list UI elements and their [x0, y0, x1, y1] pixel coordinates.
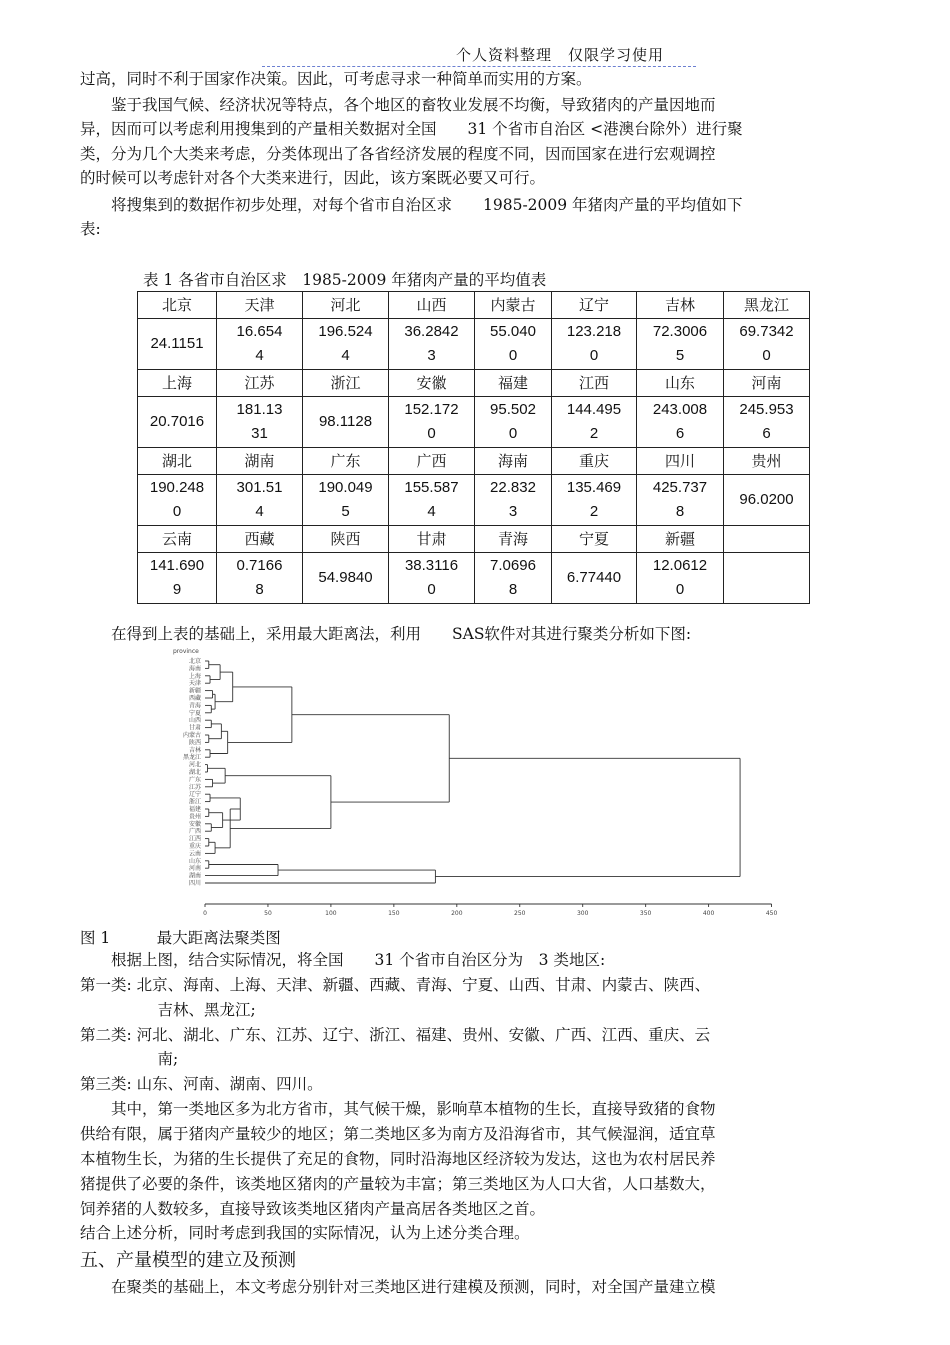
value-cell [475, 397, 552, 448]
paragraph-line: 鉴于我国气候、经济状况等特点，各个地区的畜牧业发展不均衡，导致猪肉的产量因地而 [80, 96, 716, 114]
section-title: 五、产量模型的建立及预测 [80, 1250, 296, 1271]
value-part: 54.9840 [318, 569, 373, 586]
value-part: 16.654 [236, 323, 283, 340]
value-part: 5 [675, 347, 685, 364]
value-part: 123.218 [566, 323, 622, 340]
value-cell [724, 319, 810, 370]
x-tick-label: 0 [203, 910, 207, 917]
value-cell [724, 553, 810, 604]
x-tick-label: 300 [576, 910, 589, 917]
paragraph-line: 将搜集到的数据作初步处理，对每个省市自治区求 1985-2009 年猪肉产量的平均值如下 [80, 196, 743, 214]
value-part: 31 [251, 425, 268, 442]
value-part: 96.0200 [739, 491, 794, 508]
value-part: 0 [762, 347, 771, 364]
paragraph-line: 第三类: 山东、河南、湖南、四川。 [80, 1075, 323, 1093]
province-name-cell: 陕西 [303, 526, 389, 553]
value-part: 141.690 [149, 557, 205, 574]
value-part: 144.495 [566, 401, 622, 418]
value-cell [724, 397, 810, 448]
province-name-cell: 山东 [637, 370, 724, 397]
leaf-label: 青海 [188, 702, 201, 710]
paragraph-line: 过高，同时不利于国家作决策。因此，可考虑寻求一种简单而实用的方案。 [80, 70, 592, 88]
value-cell [138, 475, 217, 526]
paragraph-line: 的时候可以考虑针对各个大类来进行，因此，该方案既必要又可行。 [80, 169, 546, 187]
value-cell [389, 319, 475, 370]
paragraph-line: 本植物生长，为猪的生长提供了充足的食物，同时沿海地区经济较为发达，这也为农村居民养 [80, 1150, 716, 1168]
province-name-cell: 湖南 [217, 448, 303, 475]
paragraph-line: 根据上图，结合实际情况，将全国 31 个省市自治区分为 3 类地区: [80, 951, 606, 969]
value-part: 69.7342 [739, 323, 794, 340]
x-tick-label: 450 [765, 910, 778, 917]
leaf-label: 湖北 [188, 769, 201, 776]
value-cell [637, 475, 724, 526]
value-cell [138, 319, 217, 370]
value-part: 24.1151 [150, 335, 204, 352]
leaf-label: 甘肃 [188, 724, 201, 732]
value-part: 0 [508, 425, 518, 442]
value-part: 98.1128 [318, 413, 373, 430]
leaf-label: 河北 [188, 761, 201, 769]
value-cell [637, 397, 724, 448]
table-row [138, 292, 810, 319]
province-name-cell: 吉林 [637, 292, 724, 319]
province-name-cell: 北京 [138, 292, 217, 319]
leaf-label: 吉林 [188, 746, 201, 754]
leaf-label: 重庆 [188, 843, 201, 850]
leaf-label: 四川 [188, 880, 201, 887]
leaf-label: 内蒙古 [182, 732, 201, 739]
value-part: 20.7016 [149, 413, 205, 430]
page-header: 个人资料整理 仅限学习使用 [456, 46, 665, 64]
value-cell [552, 397, 637, 448]
paragraph-line: 饲养猪的人数较多，直接导致该类地区猪肉产量高居各类地区之首。 [80, 1200, 546, 1218]
value-cell [637, 319, 724, 370]
paragraph-line: 结合上述分析，同时考虑到我国的实际情况，认为上述分类合理。 [80, 1224, 530, 1242]
leaf-label: 新疆 [188, 687, 201, 695]
value-part: 72.3006 [652, 323, 708, 340]
province-name-cell: 宁夏 [552, 526, 637, 553]
province-name-cell: 云南 [138, 526, 217, 553]
province-name-cell: 新疆 [637, 526, 724, 553]
province-name-cell: 海南 [475, 448, 552, 475]
value-cell [552, 475, 637, 526]
value-part: 3 [427, 347, 436, 364]
cluster-dendrogram [160, 645, 780, 917]
value-part: 425.737 [652, 479, 708, 496]
value-part: 2 [589, 425, 599, 442]
leaf-label: 陕西 [188, 739, 201, 747]
value-cell [217, 475, 303, 526]
leaf-label: 福建 [188, 806, 201, 813]
x-tick-label: 100 [325, 910, 337, 917]
province-name-cell: 四川 [637, 448, 724, 475]
paragraph-line: 类，分为几个大类来考虑，分类体现出了各省经济发展的程度不同，因而国家在进行宏观调控 [80, 145, 716, 163]
value-part: 12.0612 [652, 557, 708, 574]
leaf-label: 安徽 [188, 820, 201, 828]
value-part: 4 [255, 347, 264, 364]
value-part: 36.2842 [404, 323, 459, 340]
value-part: 6 [762, 425, 771, 442]
province-name-cell: 内蒙古 [475, 292, 552, 319]
table-row [138, 475, 810, 526]
value-part: 8 [675, 503, 685, 520]
x-tick-label: 150 [388, 910, 400, 917]
leaf-label: 河南 [188, 865, 201, 873]
paragraph-line: 南; [80, 1050, 179, 1068]
pork-output-table [137, 291, 810, 604]
province-name-cell: 山西 [389, 292, 475, 319]
province-name-cell: 浙江 [303, 370, 389, 397]
table-row [138, 319, 810, 370]
province-name-cell: 福建 [475, 370, 552, 397]
paragraph-line: 第二类: 河北、湖北、广东、江苏、辽宁、浙江、福建、贵州、安徽、广西、江西、重庆、云 [80, 1026, 711, 1044]
province-name-cell: 江苏 [217, 370, 303, 397]
value-part: 243.008 [652, 401, 708, 418]
province-name-cell: 黑龙江 [724, 292, 810, 319]
province-name-cell: 辽宁 [552, 292, 637, 319]
x-tick-label: 50 [264, 910, 272, 917]
province-name-cell: 河南 [724, 370, 810, 397]
value-cell [475, 319, 552, 370]
province-name-cell: 江西 [552, 370, 637, 397]
leaf-label: 广西 [188, 828, 201, 836]
value-part: 7.0696 [490, 557, 536, 574]
leaf-label: 贵州 [188, 813, 201, 821]
value-part: 0 [172, 503, 182, 520]
figure-caption: 图 1 最大距离法聚类图 [80, 929, 281, 947]
value-part: 0 [675, 581, 685, 598]
table-row [138, 370, 810, 397]
value-part: 55.040 [490, 323, 536, 340]
paragraph-line: 猪提供了必要的条件，该类地区猪肉的产量较为丰富；第三类地区为人口大省，人口基数大， [80, 1175, 716, 1193]
leaf-label: 山西 [188, 717, 201, 725]
analysis-intro: 在得到上表的基础上，采用最大距离法，利用 SAS软件对其进行聚类分析如下图: [80, 625, 692, 643]
paragraph-line: 表: [80, 220, 101, 238]
value-part: 95.502 [490, 401, 536, 418]
value-part: 0 [427, 425, 436, 442]
value-cell [389, 553, 475, 604]
province-name-cell: 河北 [303, 292, 389, 319]
value-part: 5 [341, 503, 350, 520]
value-cell [303, 553, 389, 604]
table-row [138, 397, 810, 448]
value-part: 4 [427, 503, 436, 520]
leaf-label: 天津 [188, 680, 201, 688]
value-part: 152.172 [404, 401, 459, 418]
value-part: 0 [589, 347, 599, 364]
x-tick-label: 250 [514, 910, 526, 917]
value-cell [389, 397, 475, 448]
table-row [138, 553, 810, 604]
value-cell [217, 397, 303, 448]
value-part: 135.469 [566, 479, 622, 496]
value-part: 6.77440 [566, 569, 622, 586]
leaf-label: 云南 [188, 850, 201, 858]
value-cell [724, 475, 810, 526]
value-part: 8 [255, 581, 264, 598]
value-part: 301.51 [236, 479, 283, 496]
province-name-cell: 安徽 [389, 370, 475, 397]
province-name-cell: 西藏 [217, 526, 303, 553]
value-part: 190.049 [318, 479, 373, 496]
province-name-cell: 贵州 [724, 448, 810, 475]
paragraph-line: 吉林、黑龙江; [80, 1001, 256, 1019]
value-cell [217, 319, 303, 370]
paragraph-line: 其中，第一类地区多为北方省市，其气候干燥，影响草本植物的生长，直接导致猪的食物 [80, 1100, 716, 1118]
value-cell [303, 475, 389, 526]
x-tick-label: 400 [702, 910, 715, 917]
province-name-cell: 广西 [389, 448, 475, 475]
table-row [138, 448, 810, 475]
value-part: 190.248 [149, 479, 205, 496]
paragraph-line: 在聚类的基础上，本文考虑分别针对三类地区进行建模及预测，同时，对全国产量建立模 [80, 1278, 716, 1296]
leaf-label: 北京 [188, 658, 201, 665]
leaf-label: 江西 [188, 835, 201, 843]
province-name-cell: 重庆 [552, 448, 637, 475]
paragraph-line: 第一类: 北京、海南、上海、天津、新疆、西藏、青海、宁夏、山西、甘肃、内蒙古、陕西、 [80, 976, 711, 994]
value-part: 0 [427, 581, 436, 598]
leaf-label: 江苏 [188, 783, 201, 791]
paragraph-line: 供给有限，属于猪肉产量较少的地区；第二类地区多为南方及沿海省市，其气候湿润，适宜草 [80, 1125, 716, 1143]
value-part: 4 [341, 347, 350, 364]
value-part: 181.13 [236, 401, 283, 418]
value-cell [389, 475, 475, 526]
table-caption: 表 1 各省市自治区求 1985-2009 年猪肉产量的平均值表 [143, 271, 547, 289]
leaf-label: 浙江 [188, 798, 201, 806]
value-part: 0.7166 [236, 557, 283, 574]
leaf-label: 黑龙江 [182, 754, 201, 762]
value-cell [475, 553, 552, 604]
province-name-cell [724, 526, 810, 553]
value-part: 4 [255, 503, 264, 520]
leaf-label: 宁夏 [188, 709, 201, 717]
value-cell [552, 319, 637, 370]
value-part: 0 [508, 347, 518, 364]
province-name-cell: 湖北 [138, 448, 217, 475]
value-cell [303, 397, 389, 448]
province-name-cell: 青海 [475, 526, 552, 553]
province-name-cell: 天津 [217, 292, 303, 319]
value-cell [637, 553, 724, 604]
leaf-label: 西藏 [188, 695, 201, 702]
leaf-label: 广东 [188, 776, 201, 784]
value-cell [475, 475, 552, 526]
value-cell [303, 319, 389, 370]
leaf-label: 山东 [188, 857, 201, 865]
variable-label: province [173, 648, 199, 655]
value-cell [138, 553, 217, 604]
value-part: 3 [508, 503, 518, 520]
value-part: 245.953 [739, 401, 794, 418]
value-part: 9 [172, 581, 182, 598]
value-part: 8 [508, 581, 518, 598]
value-part: 2 [589, 503, 599, 520]
leaf-label: 海南 [188, 665, 201, 673]
province-name-cell: 上海 [138, 370, 217, 397]
value-part: 196.524 [318, 323, 373, 340]
value-part: 6 [675, 425, 685, 442]
value-cell [552, 553, 637, 604]
x-tick-label: 200 [451, 910, 463, 917]
leaf-label: 辽宁 [188, 791, 201, 799]
leaf-label: 上海 [188, 672, 201, 680]
paragraph-line: 异，因而可以考虑利用搜集到的产量相关数据对全国 31 个省市自治区 <港澳台除外）进行聚 [80, 120, 743, 138]
table-row [138, 526, 810, 553]
value-cell [138, 397, 217, 448]
province-name-cell: 广东 [303, 448, 389, 475]
value-part: 38.3116 [404, 557, 459, 574]
x-tick-label: 350 [639, 910, 652, 917]
value-part: 22.832 [490, 479, 536, 496]
province-name-cell: 甘肃 [389, 526, 475, 553]
value-part: 155.587 [404, 479, 459, 496]
leaf-label: 湖南 [188, 872, 201, 880]
value-cell [217, 553, 303, 604]
